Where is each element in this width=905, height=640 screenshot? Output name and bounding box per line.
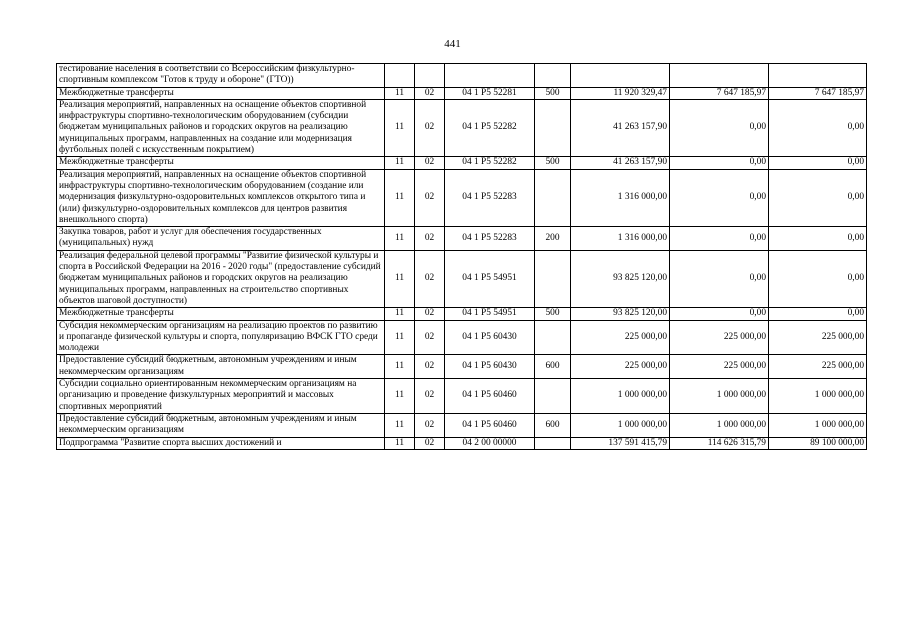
section-code: 11 — [385, 169, 415, 226]
section-code: 11 — [385, 413, 415, 437]
row-description: тестирование населения в соответствии со Всероссийским физкультурно-спортивным комплексом "Готов к труду и обороне" (ГТО)) — [57, 64, 385, 88]
subsection-code — [415, 64, 445, 88]
table-row — [57, 250, 867, 307]
amount-year-1: 1 000 000,00 — [571, 379, 670, 414]
row-description: Реализация мероприятий, направленных на оснащение объектов спортивной инфраструктуры спортивно-технологическим оборудованием (субсидии бюджетам муниципальных районов и городских округов на реализацию муниципальных программ, направленных на создание или модернизация футбольных полей с искусственным покрытием) — [57, 99, 385, 156]
amount-year-1: 41 263 157,90 — [571, 99, 670, 156]
row-description: Предоставление субсидий бюджетным, автономным учреждениям и иным некоммерческим организациям — [57, 413, 385, 437]
expense-type-code: 600 — [535, 355, 571, 379]
row-description: Реализация федеральной целевой программы "Развитие физической культуры и спорта в Российской Федерации на 2016 - 2020 годы" (предоставление субсидий бюджетам муниципальных районов и городских округов на реализацию муниципальных программ, направленных на строительство спортивных объектов шаговой доступности) — [57, 250, 385, 307]
amount-year-2: 0,00 — [670, 169, 769, 226]
amount-year-1: 93 825 120,00 — [571, 250, 670, 307]
table-row — [57, 437, 867, 449]
section-code: 11 — [385, 87, 415, 99]
amount-year-3: 0,00 — [769, 99, 867, 156]
table-row — [57, 64, 867, 88]
table-row — [57, 87, 867, 99]
amount-year-3: 0,00 — [769, 169, 867, 226]
target-article-code — [445, 64, 535, 88]
amount-year-2: 0,00 — [670, 227, 769, 251]
target-article-code: 04 1 P5 52282 — [445, 99, 535, 156]
amount-year-1: 93 825 120,00 — [571, 308, 670, 320]
amount-year-1: 137 591 415,79 — [571, 437, 670, 449]
amount-year-2: 1 000 000,00 — [670, 413, 769, 437]
amount-year-3: 0,00 — [769, 250, 867, 307]
target-article-code: 04 1 P5 52283 — [445, 227, 535, 251]
target-article-code: 04 1 P5 60460 — [445, 413, 535, 437]
table-row — [57, 355, 867, 379]
table-row — [57, 99, 867, 156]
row-description: Субсидии социально ориентированным некоммерческим организациям на организацию и проведение физкультурных мероприятий и массовых спортивных мероприятий — [57, 379, 385, 414]
section-code: 11 — [385, 99, 415, 156]
amount-year-1: 1 316 000,00 — [571, 169, 670, 226]
target-article-code: 04 1 P5 60430 — [445, 320, 535, 355]
subsection-code: 02 — [415, 157, 445, 169]
amount-year-3: 0,00 — [769, 227, 867, 251]
amount-year-3: 225 000,00 — [769, 355, 867, 379]
target-article-code: 04 1 P5 52281 — [445, 87, 535, 99]
subsection-code: 02 — [415, 308, 445, 320]
amount-year-2: 114 626 315,79 — [670, 437, 769, 449]
amount-year-2: 0,00 — [670, 250, 769, 307]
target-article-code: 04 1 P5 60460 — [445, 379, 535, 414]
expense-type-code: 200 — [535, 227, 571, 251]
section-code: 11 — [385, 227, 415, 251]
amount-year-1 — [571, 64, 670, 88]
amount-year-1: 11 920 329,47 — [571, 87, 670, 99]
expense-type-code — [535, 64, 571, 88]
expense-type-code — [535, 379, 571, 414]
subsection-code: 02 — [415, 379, 445, 414]
amount-year-3: 225 000,00 — [769, 320, 867, 355]
amount-year-2: 0,00 — [670, 157, 769, 169]
table-row — [57, 379, 867, 414]
subsection-code: 02 — [415, 320, 445, 355]
amount-year-3: 1 000 000,00 — [769, 413, 867, 437]
target-article-code: 04 2 00 00000 — [445, 437, 535, 449]
subsection-code: 02 — [415, 87, 445, 99]
subsection-code: 02 — [415, 250, 445, 307]
row-description: Межбюджетные трансферты — [57, 87, 385, 99]
expense-type-code — [535, 320, 571, 355]
subsection-code: 02 — [415, 227, 445, 251]
amount-year-2: 0,00 — [670, 99, 769, 156]
amount-year-2: 7 647 185,97 — [670, 87, 769, 99]
target-article-code: 04 1 P5 54951 — [445, 308, 535, 320]
amount-year-3: 1 000 000,00 — [769, 379, 867, 414]
table-row — [57, 308, 867, 320]
amount-year-3 — [769, 64, 867, 88]
subsection-code: 02 — [415, 99, 445, 156]
subsection-code: 02 — [415, 169, 445, 226]
amount-year-1: 225 000,00 — [571, 320, 670, 355]
target-article-code: 04 1 P5 60430 — [445, 355, 535, 379]
row-description: Межбюджетные трансферты — [57, 157, 385, 169]
table-row — [57, 413, 867, 437]
row-description: Субсидия некоммерческим организациям на реализацию проектов по развитию и пропаганде физической культуры и спорта, популяризацию ВФСК ГТО среди молодежи — [57, 320, 385, 355]
expense-type-code — [535, 169, 571, 226]
section-code: 11 — [385, 320, 415, 355]
amount-year-3: 0,00 — [769, 157, 867, 169]
expense-type-code — [535, 437, 571, 449]
section-code: 11 — [385, 379, 415, 414]
expense-type-code: 600 — [535, 413, 571, 437]
table-body — [57, 64, 867, 450]
amount-year-1: 1 316 000,00 — [571, 227, 670, 251]
amount-year-3: 0,00 — [769, 308, 867, 320]
expense-type-code: 500 — [535, 87, 571, 99]
section-code: 11 — [385, 308, 415, 320]
amount-year-3: 89 100 000,00 — [769, 437, 867, 449]
subsection-code: 02 — [415, 437, 445, 449]
target-article-code: 04 1 P5 54951 — [445, 250, 535, 307]
amount-year-2: 225 000,00 — [670, 320, 769, 355]
row-description: Подпрограмма "Развитие спорта высших достижений и — [57, 437, 385, 449]
table-row — [57, 320, 867, 355]
amount-year-2 — [670, 64, 769, 88]
section-code: 11 — [385, 355, 415, 379]
section-code: 11 — [385, 437, 415, 449]
expense-type-code: 500 — [535, 157, 571, 169]
section-code: 11 — [385, 250, 415, 307]
amount-year-3: 7 647 185,97 — [769, 87, 867, 99]
table-row — [57, 157, 867, 169]
expense-type-code: 500 — [535, 308, 571, 320]
expense-type-code — [535, 250, 571, 307]
amount-year-1: 1 000 000,00 — [571, 413, 670, 437]
section-code: 11 — [385, 157, 415, 169]
amount-year-2: 225 000,00 — [670, 355, 769, 379]
amount-year-2: 1 000 000,00 — [670, 379, 769, 414]
budget-table — [56, 63, 867, 450]
table-row — [57, 169, 867, 226]
page-number: 441 — [444, 38, 461, 50]
row-description: Предоставление субсидий бюджетным, автономным учреждениям и иным некоммерческим организациям — [57, 355, 385, 379]
table-row — [57, 227, 867, 251]
amount-year-2: 0,00 — [670, 308, 769, 320]
amount-year-1: 41 263 157,90 — [571, 157, 670, 169]
row-description: Закупка товаров, работ и услуг для обеспечения государственных (муниципальных) нужд — [57, 227, 385, 251]
row-description: Межбюджетные трансферты — [57, 308, 385, 320]
row-description: Реализация мероприятий, направленных на оснащение объектов спортивной инфраструктуры спортивно-технологическим оборудованием (создание или модернизация физкультурно-оздоровительных комплексов открытого типа и (или) физкультурно-оздоровительных комплексов для центров развития внешкольного спорта) — [57, 169, 385, 226]
subsection-code: 02 — [415, 413, 445, 437]
expense-type-code — [535, 99, 571, 156]
target-article-code: 04 1 P5 52282 — [445, 157, 535, 169]
subsection-code: 02 — [415, 355, 445, 379]
target-article-code: 04 1 P5 52283 — [445, 169, 535, 226]
section-code — [385, 64, 415, 88]
amount-year-1: 225 000,00 — [571, 355, 670, 379]
